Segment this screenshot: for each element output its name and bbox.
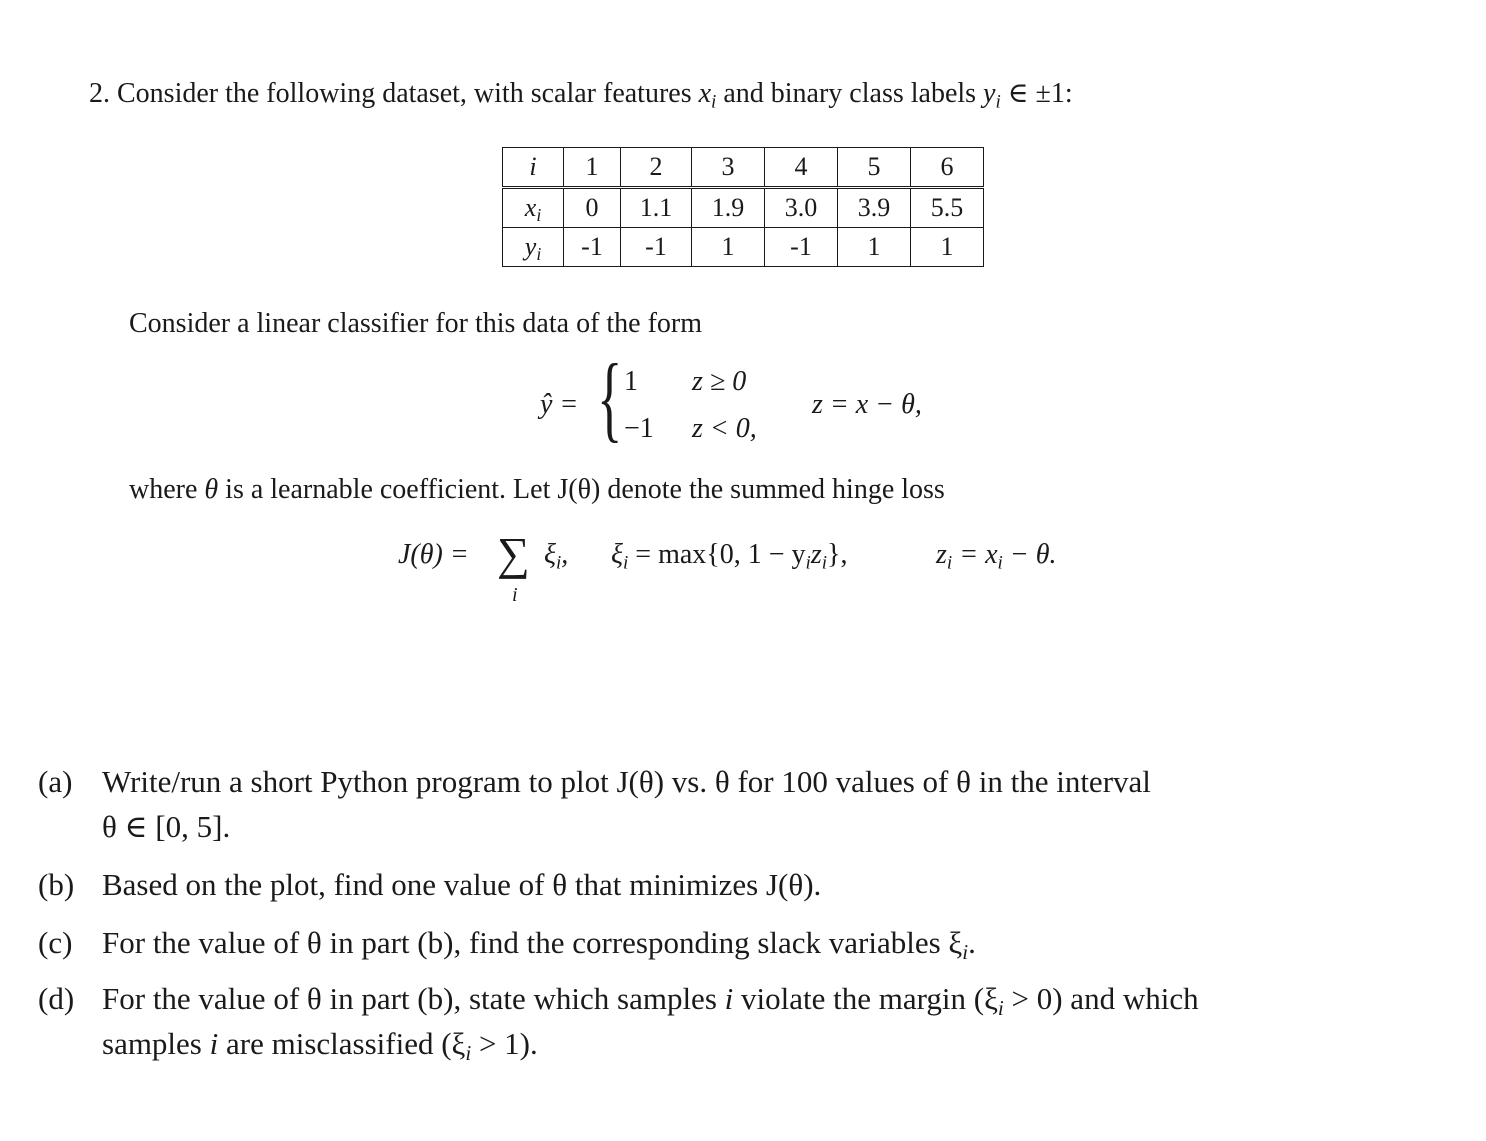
zi-definition: $z_i = x_i - \theta$. xyxy=(936,539,1057,574)
table-cell: 2 xyxy=(621,148,692,188)
case2-condition: z < 0, xyxy=(692,413,757,444)
z-definition: z = x − θ, xyxy=(812,389,922,420)
sum-symbol: ∑ xyxy=(497,528,530,579)
table-cell: -1 xyxy=(564,228,621,267)
table-row-index xyxy=(503,148,984,188)
part-c-line1: For the value of θ in part (b), find the corresponding slack variables $\xi_i$. xyxy=(102,925,976,964)
part-b-line1: Based on the plot, find one value of θ that minimizes J(θ). xyxy=(102,867,822,902)
table-cell: 1 xyxy=(564,148,621,188)
table-header-i: i xyxy=(503,148,564,188)
table-cell: 3.9 xyxy=(838,188,911,228)
table-cell: 1 xyxy=(911,228,984,267)
xi-term: $\xi_i$, xyxy=(544,539,569,574)
J-lhs: J(θ) = xyxy=(398,539,469,570)
table-cell: 1.9 xyxy=(692,188,765,228)
table-header-y: $y_i$ xyxy=(503,228,564,267)
table-cell: 5.5 xyxy=(911,188,984,228)
loss-text: where θ is a learnable coefficient. Let J(θ) denote the summed hinge loss xyxy=(129,474,945,505)
xi-definition: $\xi_i = \max\{0$, $1 - y_iz_i$}, xyxy=(611,539,848,574)
part-d-label: (d) xyxy=(38,981,75,1016)
case1-condition: z ≥ 0 xyxy=(692,366,747,397)
part-a-line2: θ ∈ [0, 5]. xyxy=(102,809,231,844)
problem-number: 2. xyxy=(89,78,110,109)
dataset-table xyxy=(502,147,984,267)
part-d-line2: samples i are misclassified $(\xi_i > 1)$. xyxy=(102,1026,538,1065)
intro-text-1: Consider the following dataset, with scalar features xyxy=(117,78,699,109)
yhat-lhs: ŷ = xyxy=(540,389,579,420)
left-brace: { xyxy=(597,344,623,451)
classifier-text: Consider a linear classifier for this data of the form xyxy=(129,308,703,339)
table-cell: -1 xyxy=(765,228,838,267)
table-cell: 1 xyxy=(838,228,911,267)
intro-x-sub: i xyxy=(711,91,717,113)
problem-intro xyxy=(89,77,1073,111)
sum-index: i xyxy=(512,584,518,606)
table-header-x: $x_i$ xyxy=(503,188,564,228)
table-row-y xyxy=(503,228,984,267)
table-cell: 4 xyxy=(765,148,838,188)
table-row-x xyxy=(503,188,984,228)
table-cell: 3.0 xyxy=(765,188,838,228)
table-cell: 0 xyxy=(564,188,621,228)
part-c-label: (c) xyxy=(38,925,73,960)
table-cell: 1.1 xyxy=(621,188,692,228)
table-cell: 6 xyxy=(911,148,984,188)
table-cell: 5 xyxy=(838,148,911,188)
theta-symbol: θ xyxy=(204,474,219,505)
table-cell: -1 xyxy=(621,228,692,267)
case1-value: 1 xyxy=(624,366,638,397)
intro-y-sub: i xyxy=(995,91,1001,113)
table-cell: 1 xyxy=(692,228,765,267)
intro-x: x xyxy=(698,78,712,109)
table-cell: 3 xyxy=(692,148,765,188)
part-a-line1: Write/run a short Python program to plot J(θ) vs. θ for 100 values of θ in the interval xyxy=(102,764,1151,799)
part-b-label: (b) xyxy=(38,867,75,902)
case2-value: −1 xyxy=(624,413,654,444)
part-a-label: (a) xyxy=(38,764,73,799)
intro-y: y xyxy=(983,78,996,109)
intro-text-3: ∈ ±1: xyxy=(1000,78,1073,109)
part-d-line1: For the value of θ in part (b), state which samples i violate the margin $(\xi_i > 0)$ and which xyxy=(102,981,1199,1020)
intro-text-2: and binary class labels xyxy=(716,78,984,109)
